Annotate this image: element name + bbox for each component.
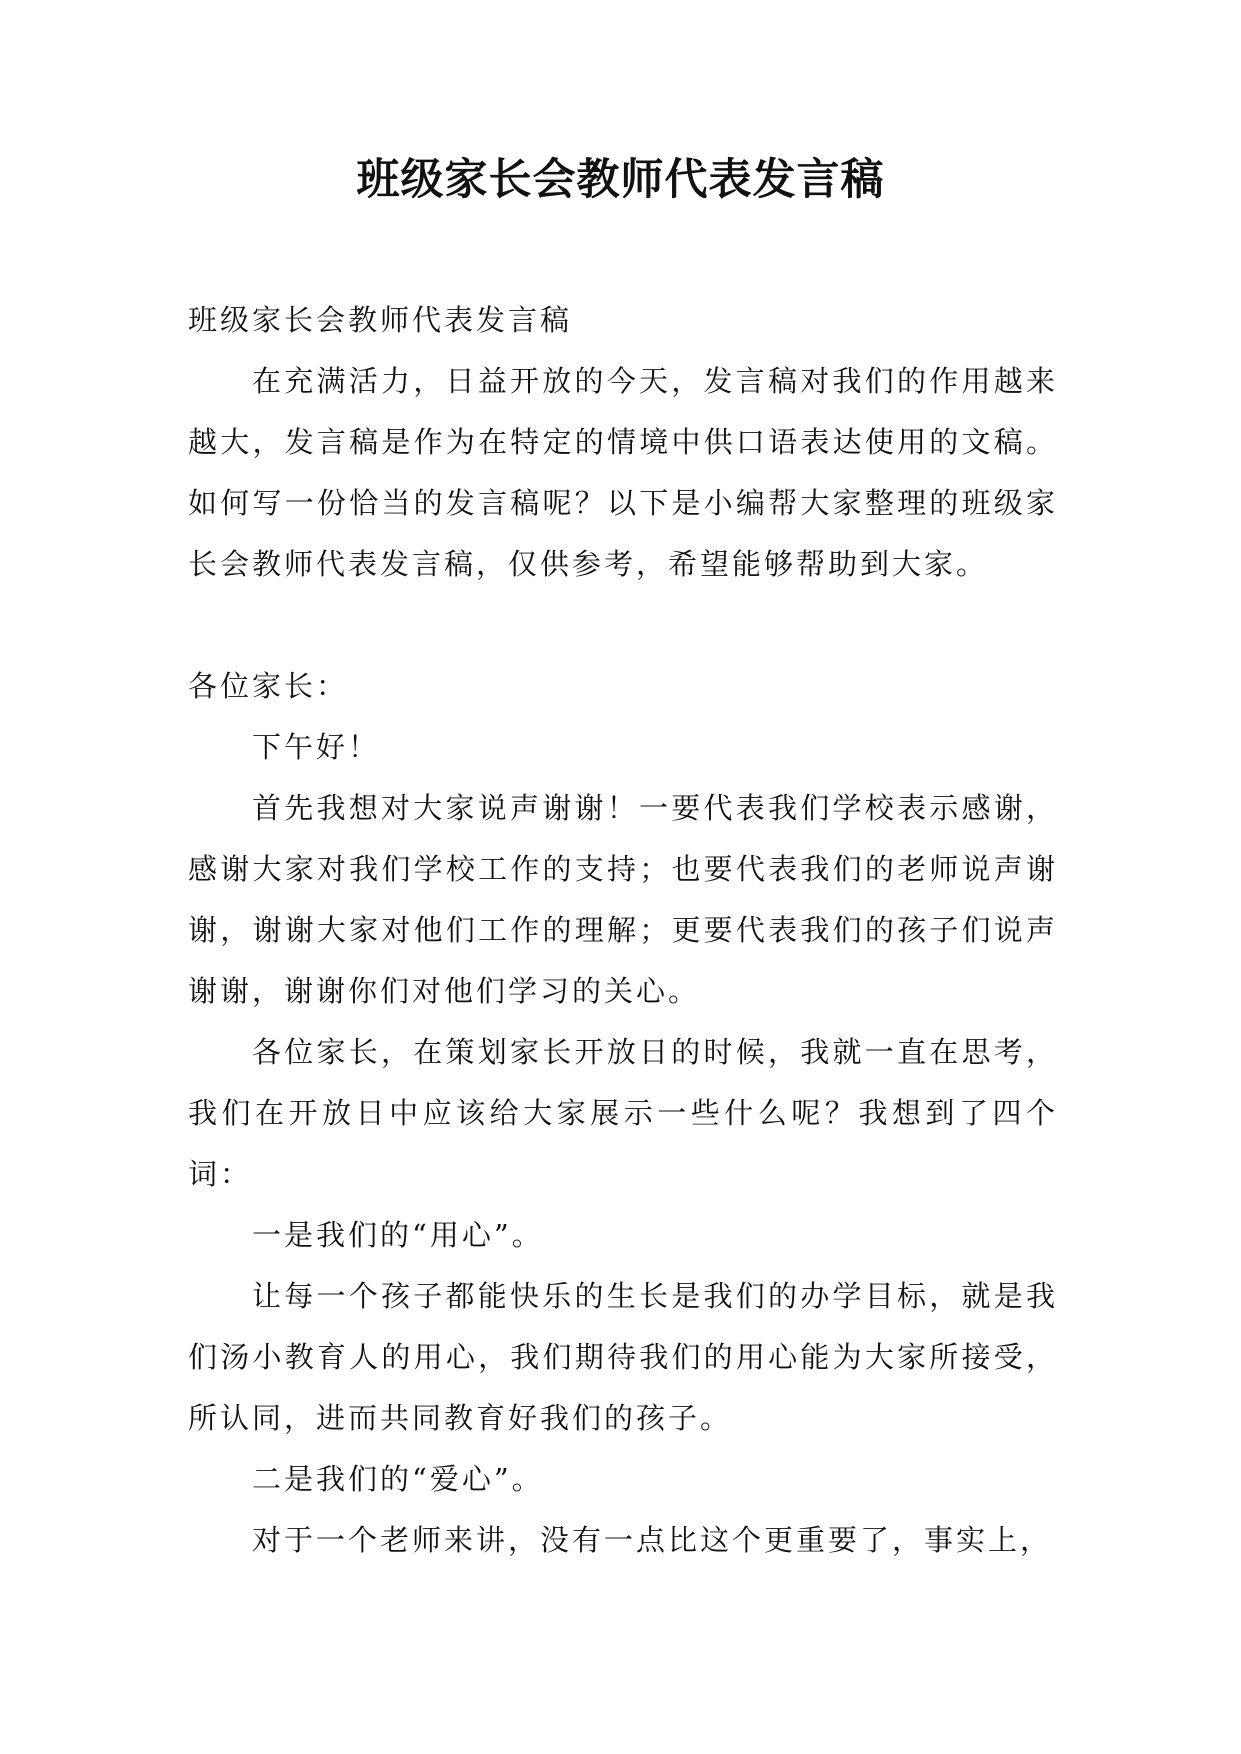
open-day-paragraph: 各位家长，在策划家长开放日的时候，我就一直在思考，我们在开放日中应该给大家展示一些什么呢？我想到了四个词： [188, 1035, 1058, 1191]
document-title: 班级家长会教师代表发言稿 [356, 155, 885, 205]
greeting: 下午好！ [252, 730, 381, 764]
intro-paragraph: 在充满活力，日益开放的今天，发言稿对我们的作用越来越大，发言稿是作为在特定的情境中供口语表达使用的文稿。如何写一份恰当的发言稿呢？以下是小编帮大家整理的班级家长会教师代表发言稿，仅供参考，希望能够帮助到大家。 [188, 364, 1058, 581]
point-one-paragraph: 让每一个孩子都能快乐的生长是我们的办学目标，就是我们汤小教育人的用心，我们期待我们的用心能为大家所接受，所认同，进而共同教育好我们的孩子。 [188, 1279, 1058, 1435]
point-two-paragraph: 对于一个老师来讲，没有一点比这个更重要了，事实上， [252, 1523, 1053, 1557]
point-two-heading: 二是我们的“爱心”。 [252, 1462, 544, 1496]
salutation: 各位家长： [188, 669, 349, 703]
point-one-heading: 一是我们的“用心”。 [252, 1218, 544, 1252]
document-body [188, 290, 1058, 1571]
thanks-paragraph: 首先我想对大家说声谢谢！一要代表我们学校表示感谢，感谢大家对我们学校工作的支持；也要代表我们的老师说声谢谢，谢谢大家对他们工作的理解；更要代表我们的孩子们说声谢谢，谢谢你们对他们学习的关心。 [188, 791, 1058, 1008]
subtitle-paragraph: 班级家长会教师代表发言稿 [188, 303, 573, 337]
